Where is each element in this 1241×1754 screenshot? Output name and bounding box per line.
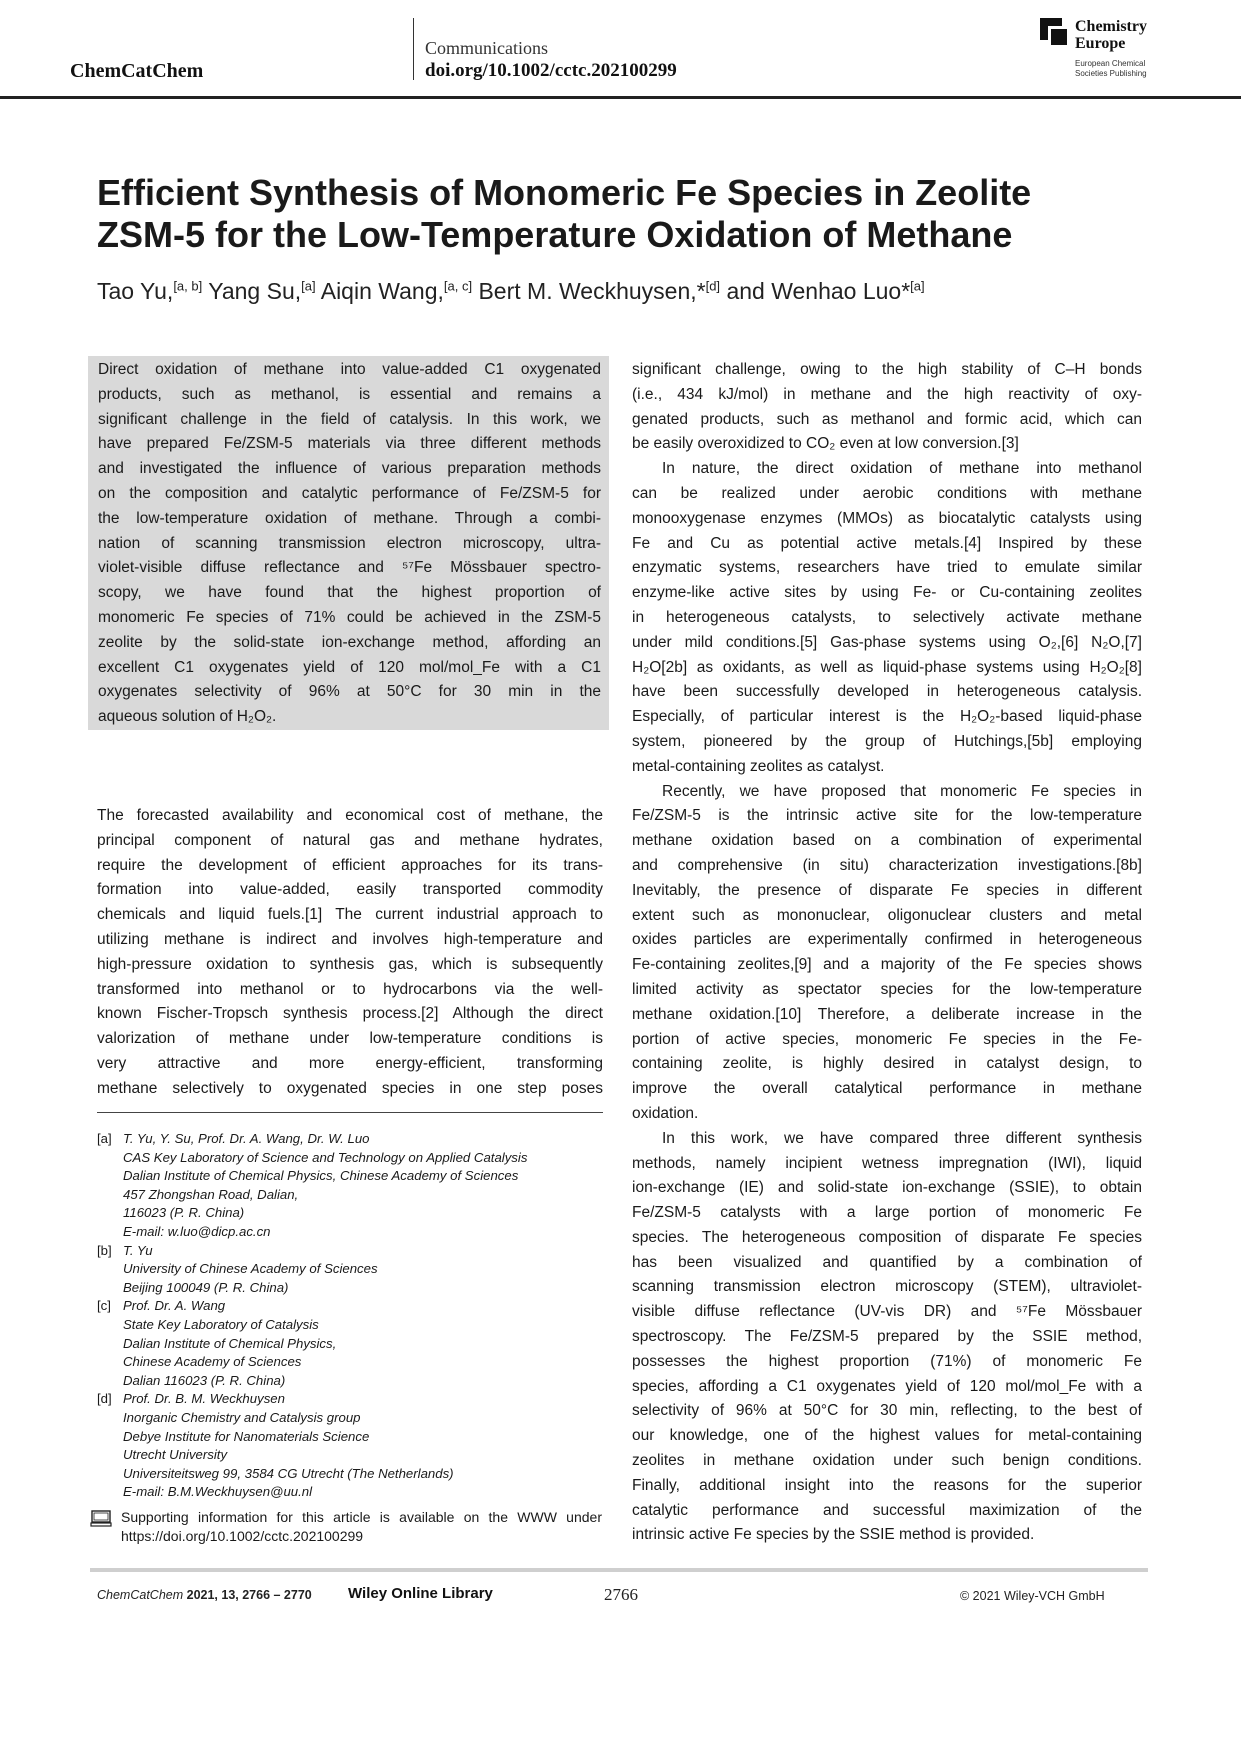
body-line: The forecasted availability and economical cost of methane, the [97,807,603,824]
author-affiliation: [a, b] [173,278,203,294]
header-rule [0,96,1241,99]
body-line: can be realized under aerobic conditions with methane [632,484,1142,502]
body-line: very attractive and more energy-efficient, transforming [97,1054,603,1072]
footer-journal-name: ChemCatChem [97,1588,184,1602]
footer-rule [90,1568,1148,1572]
footnote-line: E-mail: w.luo@dicp.ac.cn [123,1223,271,1239]
author-name: Bert M. Weckhuysen,* [478,278,706,304]
footer-citation [97,1588,312,1602]
body-line: In this work, we have compared three different synthesis [662,1129,1142,1147]
abstract-line: nation of scanning transmission electron microscopy, ultra- [98,534,601,552]
body-line: genated products, such as methanol and formic acid, which can [632,410,1142,428]
body-line: Especially, of particular interest is the H₂O₂-based liquid-phase [632,708,1142,726]
footnote-line: Prof. Dr. B. M. Weckhuysen [123,1391,285,1407]
footnote-line: T. Yu, Y. Su, Prof. Dr. A. Wang, Dr. W. Luo [123,1131,370,1146]
supporting-info-link[interactable]: https://doi.org/10.1002/cctc.202100299 [121,1527,364,1544]
body-left-column [97,804,603,1102]
body-line: be easily overoxidized to CO₂ even at low conversion.[3] [632,435,1019,453]
footer-citation-numbers: 2021, 13, 2766 – 2770 [186,1588,312,1602]
supporting-info-line: Supporting information for this article is available on the WWW under [121,1509,602,1525]
body-line: scanning transmission electron microscopy (STEM), ultraviolet- [632,1278,1142,1296]
body-line: and comprehensive (in situ) characterization investigations.[8b] [632,856,1142,874]
body-line: methane selectively to oxygenated species in one step poses [97,1079,603,1097]
body-line: H₂O[2b] as oxidants, as well as liquid-phase systems using H₂O₂[8] [632,658,1142,676]
abstract-text [98,358,601,730]
abstract-line: have prepared Fe/ZSM-5 materials via three different methods [98,435,601,453]
abstract-line: on the composition and catalytic performance of Fe/ZSM-5 for [98,484,601,502]
abstract-line: oxygenates selectivity of 96% at 50°C for 30 min in the [98,683,601,701]
abstract-line: the low-temperature oxidation of methane. Through a combi- [98,509,601,527]
footnote-key: [c] [97,1298,111,1314]
body-line: significant challenge, owing to the high stability of C–H bonds [632,361,1142,378]
body-line: enzyme-like active sites by using Fe- or Cu-containing zeolites [632,584,1142,602]
article-title-line-1: Efficient Synthesis of Monomeric Fe Species in Zeolite [97,172,1032,213]
body-line: zeolites in methane oxidation under such benign conditions. [632,1452,1142,1470]
body-line: species, affording a C1 oxygenates yield of 120 mol/mol_Fe with a [632,1377,1142,1395]
body-line: methane oxidation based on a combination of experimental [632,832,1142,850]
body-line: Fe/ZSM-5 is the intrinsic active site for the low-temperature [632,807,1142,825]
footnote-line: 457 Zhongshan Road, Dalian, [123,1186,299,1202]
body-right-column [632,358,1142,1548]
footnote-item [97,1297,607,1390]
author-list [97,278,925,305]
publisher-subtitle-2: Societies Publishing [1075,69,1147,78]
body-line: Fe and Cu as potential active metals.[4] Inspired by these [632,534,1142,552]
footnote-line: Inorganic Chemistry and Catalysis group [123,1409,361,1425]
footnote-line: 116023 (P. R. China) [123,1205,245,1221]
footnote-line: Dalian Institute of Chemical Physics, [123,1335,337,1351]
footnote-line: Beijing 100049 (P. R. China) [123,1279,289,1295]
footnote-line: T. Yu [123,1242,153,1258]
footnote-item [97,1130,607,1242]
body-line: our knowledge, one of the highest values for metal-containing [632,1427,1142,1445]
publisher-title-1: Chemistry [1075,18,1147,35]
author-name: Aiqin Wang, [320,278,444,304]
author-affiliation: [d] [705,278,721,294]
body-line: metal-containing zeolites as catalyst. [632,757,885,775]
body-line: Fe-containing zeolites,[9] and a majority of the Fe species shows [632,956,1142,974]
body-line: oxidation. [632,1104,699,1122]
abstract-line: significant challenge in the field of catalysis. In this work, we [98,410,601,428]
footnote-key: [b] [97,1242,112,1258]
body-line: formation into value-added, easily transported commodity [97,881,603,899]
footnote-rule [97,1112,603,1113]
section-label: Communications [425,38,548,58]
wiley-online-library-link[interactable]: Wiley Online Library [348,1585,493,1602]
abstract-line: Direct oxidation of methane into value-added C1 oxygenated [98,361,601,378]
body-line: portion of active species, monomeric Fe species in the Fe- [632,1030,1142,1048]
page-number: 2766 [604,1585,638,1604]
doi-link[interactable]: doi.org/10.1002/cctc.202100299 [425,60,677,81]
chemistry-europe-logo-icon [1040,18,1070,48]
body-line: has been visualized and quantified by a combination of [632,1253,1142,1271]
body-line: limited activity as spectator species for the low-temperature [632,980,1142,998]
footnote-line: Utrecht University [123,1447,228,1463]
abstract-line: excellent C1 oxygenates yield of 120 mol/mol_Fe with a C1 [98,658,601,676]
body-line: have been successfully developed in heterogeneous catalysis. [632,683,1142,701]
body-line: Inevitably, the presence of disparate Fe species in different [632,881,1142,899]
footnote-line: State Key Laboratory of Catalysis [123,1316,319,1332]
body-line: require the development of efficient approaches for its trans- [97,856,603,874]
author-affiliation: [a, c] [443,278,473,294]
abstract-line: zeolite by the solid-state ion-exchange method, affording an [98,633,601,651]
body-line: principal component of natural gas and methane hydrates, [97,831,603,849]
body-line: ion-exchange (IE) and solid-state ion-exchange (SSIE), to obtain [632,1179,1142,1197]
abstract-line: aqueous solution of H₂O₂. [98,708,277,726]
body-line: under mild conditions.[5] Gas-phase systems using O₂,[6] N₂O,[7] [632,633,1142,651]
footnote-key: [a] [97,1131,112,1146]
abstract-line: products, such as methanol, is essential and remains a [98,385,601,403]
body-line: utilizing methane is indirect and involves high-temperature and [97,930,603,948]
publisher-subtitle-1: European Chemical [1075,59,1146,68]
body-line: selectivity of 96% at 50°C for 30 min, reflecting, to the best of [632,1402,1142,1420]
footnote-line: Dalian 116023 (P. R. China) [123,1372,286,1388]
body-line: known Fischer-Tropsch synthesis process.[2] Although the direct [97,1005,603,1023]
body-line: monooxygenase enzymes (MMOs) as biocatalytic catalysts using [632,509,1142,527]
body-line: catalytic performance and successful maximization of the [632,1501,1142,1519]
body-line: methane oxidation.[10] Therefore, a deliberate increase in the [632,1005,1142,1023]
footnote-line: Universiteitsweg 99, 3584 CG Utrecht (The Netherlands) [123,1465,454,1481]
footnote-item [97,1242,607,1298]
footnote-line: University of Chinese Academy of Sciences [123,1261,378,1277]
body-line: visible diffuse reflectance (UV-vis DR) and ⁵⁷Fe Mössbauer [632,1303,1142,1321]
body-line: improve the overall catalytical performance in methane [632,1080,1142,1098]
body-line: spectroscopy. The Fe/ZSM-5 prepared by the SSIE method, [632,1328,1142,1346]
body-line: system, pioneered by the group of Hutchings,[5b] employing [632,732,1142,750]
body-line: intrinsic active Fe species by the SSIE method is provided. [632,1526,1035,1544]
body-line: containing zeolite, is highly desired in catalyst design, to [632,1055,1142,1073]
article-title-line-2: ZSM-5 for the Low-Temperature Oxidation of Methane [97,214,1013,255]
author-affiliation: [a] [910,278,925,294]
body-line: (i.e., 434 kJ/mol) in methane and the high reactivity of oxy- [632,385,1142,403]
body-line: methods, namely incipient wetness impregnation (IWI), liquid [632,1154,1142,1172]
body-line: high-pressure oxidation to synthesis gas, which is subsequently [97,955,603,973]
footnote-line: Prof. Dr. A. Wang [123,1298,226,1314]
author-name: Yang Su, [208,278,302,304]
body-line: Recently, we have proposed that monomeric Fe species in [662,782,1142,800]
body-line: Fe/ZSM-5 catalysts with a large portion of monomeric Fe [632,1204,1142,1222]
body-line: extent such as mononuclear, oligonuclear clusters and metal [632,906,1142,924]
computer-icon [90,1510,112,1528]
body-line: Finally, additional insight into the reasons for the superior [632,1476,1142,1494]
author-affiliation: [a] [301,278,316,294]
body-line: valorization of methane under low-temperature conditions is [97,1030,603,1048]
body-line: species. The heterogeneous composition of disparate Fe species [632,1228,1142,1246]
body-line: In nature, the direct oxidation of methane into methanol [662,460,1142,478]
body-line: possesses the highest proportion (71%) of monomeric Fe [632,1352,1142,1370]
supporting-info [121,1508,602,1545]
affiliation-footnotes [97,1130,607,1502]
abstract-line: scopy, we have found that the highest proportion of [98,584,601,602]
body-line: chemicals and liquid fuels.[1] The current industrial approach to [97,906,603,924]
footnote-item [97,1390,607,1502]
body-line: in heterogeneous catalysts, to selectively activate methane [632,608,1142,626]
header-divider [413,18,414,80]
footnote-line: Chinese Academy of Sciences [123,1354,302,1370]
footnote-key: [d] [97,1391,112,1407]
body-line: enzymatic systems, researchers have tried to emulate similar [632,559,1142,577]
journal-name: ChemCatChem [70,60,204,82]
author-name: and Wenhao Luo* [726,278,911,304]
abstract-line: monomeric Fe species of 71% could be achieved in the ZSM-5 [98,608,601,626]
footnote-line: Dalian Institute of Chemical Physics, Chinese Academy of Sciences [123,1168,519,1184]
copyright: © 2021 Wiley-VCH GmbH [960,1589,1105,1603]
author-name: Tao Yu, [97,278,174,304]
body-line: transformed into methanol or to hydrocarbons via the well- [97,980,603,998]
footnote-line: E-mail: B.M.Weckhuysen@uu.nl [123,1484,313,1500]
abstract-line: violet-visible diffuse reflectance and ⁵⁷Fe Mössbauer spectro- [98,559,601,577]
publisher-title-2: Europe [1075,35,1126,52]
abstract-line: and investigated the influence of various preparation methods [98,460,601,478]
footnote-line: Debye Institute for Nanomaterials Science [123,1428,370,1444]
footnote-line: CAS Key Laboratory of Science and Technology on Applied Catalysis [123,1149,528,1165]
body-line: oxides particles are experimentally confirmed in heterogeneous [632,931,1142,949]
